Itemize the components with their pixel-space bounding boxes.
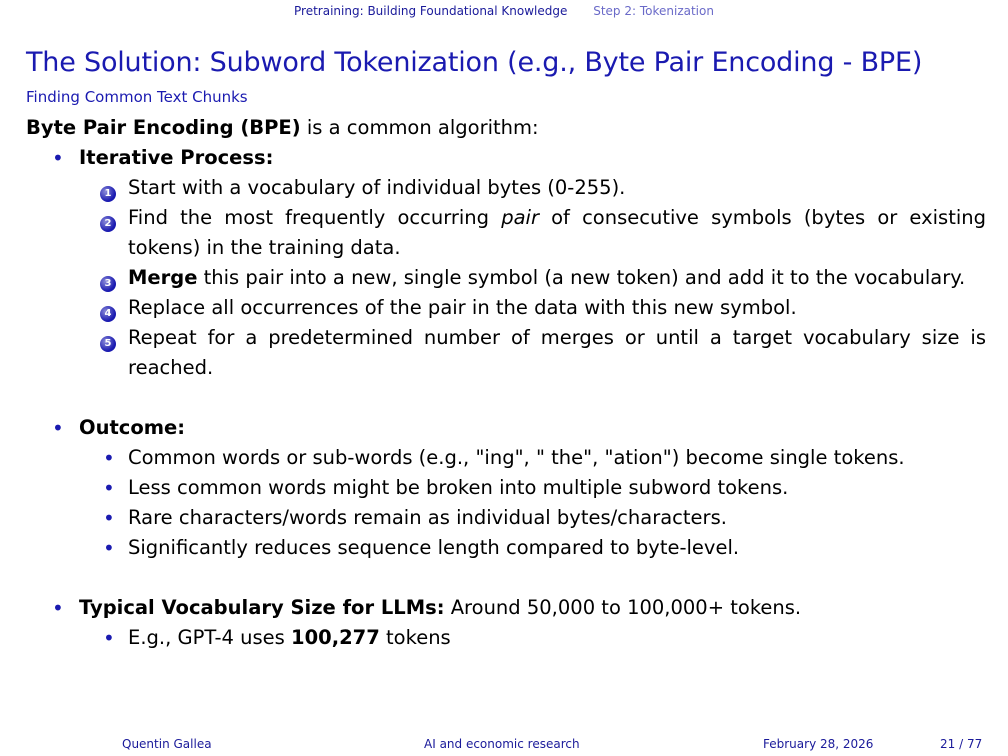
outcome-text: Common words or sub-words (e.g., "ing", " the", "ation") become single tokens. [128,446,905,469]
outcome-text: Less common words might be broken into multiple subword tokens. [128,476,789,499]
bullet-dot-icon: • [52,596,64,620]
step-text: Start with a vocabulary of individual bytes (0-255). [128,176,626,199]
outcome-item [26,473,986,503]
nav-section[interactable]: Pretraining: Building Foundational Knowledge [294,4,568,18]
step-number-icon: 2 [100,216,116,232]
step-text: this pair into a new, single symbol (a new token) and add it to the vocabulary. [197,266,966,289]
example-post: tokens [379,626,451,649]
sub-bullet-dot-icon: • [103,536,115,560]
bullet-vocab-size [26,593,986,623]
step-item [26,293,986,323]
vocab-rest: Around 50,000 to 100,000+ tokens. [444,596,802,619]
step-number-icon: 3 [100,276,116,292]
outcome-text: Rare characters/words remain as individual bytes/characters. [128,506,727,529]
bullet-dot-icon: • [52,146,64,170]
sub-bullet-dot-icon: • [103,626,115,650]
intro-line [26,113,986,143]
footer-page-number: 21 / 77 [940,737,983,751]
footer-author: Quentin Gallea [122,737,212,751]
step-text: Replace all occurrences of the pair in the data with this new symbol. [128,296,797,319]
example-bold: 100,277 [291,626,380,649]
step-item [26,263,986,293]
example-pre: E.g., GPT-4 uses [128,626,291,649]
step-item [26,323,986,383]
intro-bold: Byte Pair Encoding (BPE) [26,116,301,139]
step-bold: Merge [128,266,198,289]
footer-talk: AI and economic research [424,737,580,751]
spacer [26,383,986,413]
outcome-item [26,443,986,473]
sub-bullet-dot-icon: • [103,476,115,500]
step-italic: pair [501,206,539,229]
slide-subtitle: Finding Common Text Chunks [26,88,248,106]
step-item [26,173,986,203]
step-text: Find the most frequently occurring [128,206,502,229]
footer-date: February 28, 2026 [763,737,874,751]
nav-subsection[interactable]: Step 2: Tokenization [593,4,714,18]
bullet-dot-icon: • [52,416,64,440]
outcome-text: Significantly reduces sequence length compared to byte-level. [128,536,740,559]
outcome-item [26,503,986,533]
slide-body [26,113,986,653]
sub-bullet-dot-icon: • [103,506,115,530]
bullet-outcome [26,413,986,443]
slide-title: The Solution: Subword Tokenization (e.g., Byte Pair Encoding - BPE) [26,47,923,78]
outcome-item [26,533,986,563]
header-navigation [0,4,1008,18]
bullet-iterative-process [26,143,986,173]
vocab-example [26,623,986,653]
step-number-icon: 4 [100,306,116,322]
sub-bullet-dot-icon: • [103,446,115,470]
vocab-heading: Typical Vocabulary Size for LLMs: [79,596,445,619]
intro-rest: is a common algorithm: [300,116,539,139]
step-number-icon: 5 [100,336,116,352]
step-number-icon: 1 [100,186,116,202]
outcome-heading: Outcome: [79,416,186,439]
process-heading: Iterative Process: [79,146,274,169]
step-item [26,203,986,263]
spacer [26,563,986,593]
step-text-post: of consecutive symbols (bytes or existing tokens) in the training data. [128,206,986,259]
step-text: Repeat for a predetermined number of merges or until a target vocabulary size is reached. [128,326,986,379]
